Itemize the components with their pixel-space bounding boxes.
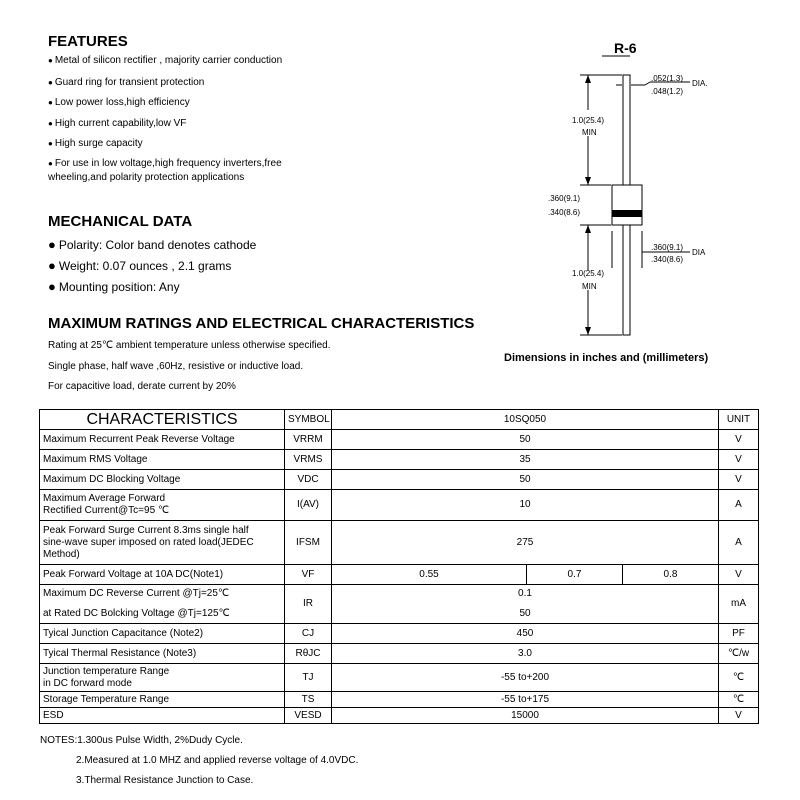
- row-name: Peak Forward Surge Current 8.3ms single half sine-wave super imposed on rated load(JEDEC Method): [40, 521, 285, 565]
- row-unit: PF: [719, 624, 759, 644]
- feature-item: ● High current capability,low VF: [48, 118, 187, 129]
- ratings-line: For capacitive load, derate current by 20%: [48, 381, 236, 392]
- row-value: 3.0: [332, 644, 719, 664]
- lead-dia-2: .048(1.2): [651, 87, 684, 96]
- lead-len-bot: 1.0(25.4): [572, 269, 605, 278]
- row-name: Junction temperature Range in DC forward mode: [40, 664, 285, 692]
- lead-len-top: 1.0(25.4): [572, 116, 605, 125]
- body-len-1: .360(9.1): [548, 194, 581, 203]
- row-symbol: TJ: [285, 664, 332, 692]
- row-value: 0.1 50: [332, 585, 719, 624]
- header-part: 10SQ050: [332, 410, 719, 430]
- row-symbol: VF: [285, 565, 332, 585]
- table-row: [40, 692, 759, 708]
- lead-dia-label: DIA.: [692, 79, 708, 88]
- row-name: Storage Temperature Range: [40, 692, 285, 708]
- table-header-row: [40, 410, 759, 430]
- row-value: 275: [332, 521, 719, 565]
- row-unit: V: [719, 708, 759, 724]
- row-symbol: VDC: [285, 470, 332, 490]
- row-value: 35: [332, 450, 719, 470]
- row-name: Tyical Thermal Resistance (Note3): [40, 644, 285, 664]
- row-name: ESD: [40, 708, 285, 724]
- header-unit: UNIT: [719, 410, 759, 430]
- cathode-band: [612, 210, 642, 217]
- header-characteristics: CHARACTERISTICS: [40, 410, 285, 430]
- row-symbol: IFSM: [285, 521, 332, 565]
- note-3: 3.Thermal Resistance Junction to Case.: [76, 775, 254, 786]
- row-name: Peak Forward Voltage at 10A DC(Note1): [40, 565, 285, 585]
- feature-item: ● Metal of silicon rectifier , majority carrier conduction: [48, 55, 283, 66]
- table-row: [40, 585, 759, 624]
- note-1: NOTES:1.300us Pulse Width, 2%Dudy Cycle.: [40, 735, 243, 746]
- body-dia-1: .360(9.1): [651, 243, 684, 252]
- row-symbol: VESD: [285, 708, 332, 724]
- mechanical-item: ● Weight: 0.07 ounces , 2.1 grams: [48, 258, 232, 273]
- mechanical-item: ● Mounting position: Any: [48, 279, 180, 294]
- row-value-1: 0.55: [332, 565, 527, 585]
- row-unit: A: [719, 521, 759, 565]
- row-symbol: CJ: [285, 624, 332, 644]
- feature-item: ● Low power loss,high efficiency: [48, 97, 190, 108]
- row-value: 450: [332, 624, 719, 644]
- row-name: Tyical Junction Capacitance (Note2): [40, 624, 285, 644]
- row-name: Maximum Average Forward Rectified Current@Tc=95 ℃: [40, 490, 285, 521]
- feature-item: ● Guard ring for transient protection: [48, 77, 205, 88]
- mechanical-title: MECHANICAL DATA: [48, 213, 193, 230]
- row-value: -55 to+175: [332, 692, 719, 708]
- feature-item-cont: wheeling,and polarity protection applications: [48, 172, 245, 183]
- row-unit: V: [719, 470, 759, 490]
- table-row: [40, 490, 759, 521]
- row-value-2: 0.7: [527, 565, 623, 585]
- row-unit: V: [719, 565, 759, 585]
- row-symbol: I(AV): [285, 490, 332, 521]
- features-title: FEATURES: [48, 33, 128, 50]
- body-dia-label: DIA: [692, 248, 706, 257]
- row-name: Maximum DC Blocking Voltage: [40, 470, 285, 490]
- row-value: 15000: [332, 708, 719, 724]
- min-bot: MIN: [582, 282, 597, 291]
- row-value: 50: [332, 430, 719, 450]
- row-unit: V: [719, 430, 759, 450]
- body-dia-2: .340(8.6): [651, 255, 684, 264]
- table-row: [40, 624, 759, 644]
- note-2: 2.Measured at 1.0 MHZ and applied reverse voltage of 4.0VDC.: [76, 755, 359, 766]
- body-len-2: .340(8.6): [548, 208, 581, 217]
- ratings-title: MAXIMUM RATINGS AND ELECTRICAL CHARACTERISTICS: [48, 315, 475, 332]
- table-row: [40, 664, 759, 692]
- row-symbol: TS: [285, 692, 332, 708]
- mechanical-item: ● Polarity: Color band denotes cathode: [48, 237, 257, 252]
- table-row: [40, 644, 759, 664]
- row-value: -55 to+200: [332, 664, 719, 692]
- row-unit: ℃/w: [719, 644, 759, 664]
- row-unit: A: [719, 490, 759, 521]
- feature-item: ● High surge capacity: [48, 138, 143, 149]
- row-symbol: VRRM: [285, 430, 332, 450]
- dimensions-caption: Dimensions in inches and (millimeters): [504, 352, 709, 364]
- table-row: [40, 708, 759, 724]
- row-name: Maximum RMS Voltage: [40, 450, 285, 470]
- ratings-line: Single phase, half wave ,60Hz, resistive or inductive load.: [48, 361, 304, 372]
- lead-dia-1: .052(1.3): [651, 74, 684, 83]
- row-value: 10: [332, 490, 719, 521]
- table-row: [40, 470, 759, 490]
- package-diagram: [520, 38, 780, 348]
- row-unit: mA: [719, 585, 759, 624]
- row-name: Maximum DC Reverse Current @Tj=25℃ at Rated DC Bolcking Voltage @Tj=125℃: [40, 585, 285, 624]
- row-name: Maximum Recurrent Peak Reverse Voltage: [40, 430, 285, 450]
- table-row: [40, 450, 759, 470]
- feature-item: ● For use in low voltage,high frequency inverters,free: [48, 158, 282, 169]
- min-top: MIN: [582, 128, 597, 137]
- package-label: R-6: [614, 40, 637, 56]
- ratings-line: Rating at 25℃ ambient temperature unless otherwise specified.: [48, 340, 331, 351]
- row-symbol: VRMS: [285, 450, 332, 470]
- row-value-3: 0.8: [623, 565, 719, 585]
- row-symbol: RθJC: [285, 644, 332, 664]
- row-symbol: IR: [285, 585, 332, 624]
- header-symbol: SYMBOL: [285, 410, 332, 430]
- row-unit: V: [719, 450, 759, 470]
- row-value: 50: [332, 470, 719, 490]
- table-row: [40, 521, 759, 565]
- table-row: [40, 565, 759, 585]
- spec-table: [39, 409, 759, 724]
- row-unit: ℃: [719, 664, 759, 692]
- table-row: [40, 430, 759, 450]
- row-unit: ℃: [719, 692, 759, 708]
